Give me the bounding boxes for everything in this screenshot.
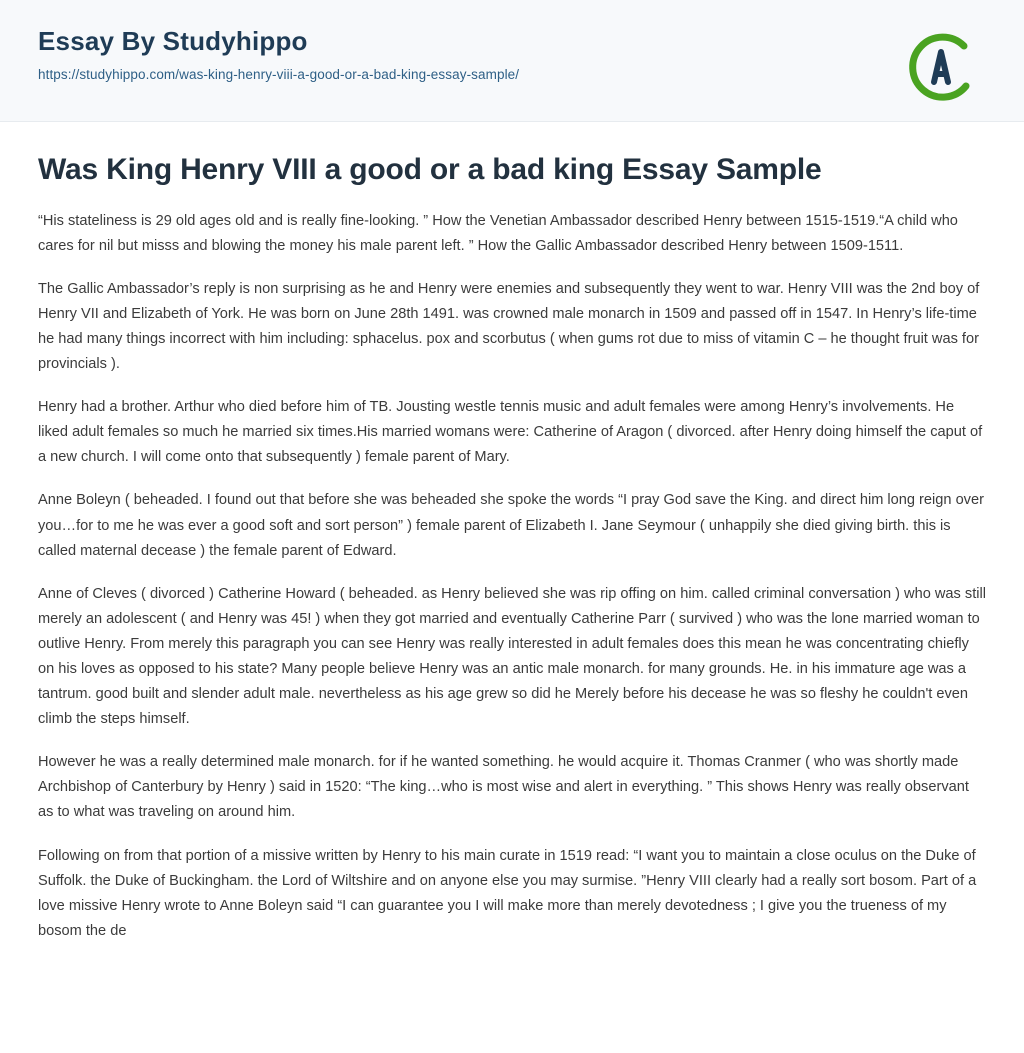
article-paragraph: The Gallic Ambassador’s reply is non surprising as he and Henry were enemies and subsequently they went to war. Henry VIII was the 2nd boy of Henry VII and Elizabeth of York. He was born on June 28th 1491. was crowned male monarch in 1509 and passed off in 1547. In Henry’s life-time he had many things incorrect with him including: sphacelus. pox and scorbutus ( when gums rot due to miss of vitamin C – he thought fruit was for provincials ). <box>38 280 980 373</box>
site-header <box>0 0 1024 122</box>
article-body <box>0 122 1024 968</box>
article-paragraph: “His stateliness is 29 old ages old and is really fine-looking. ” How the Venetian Ambassador described Henry between 1515-1519.“A child who cares for nil but misss and blowing the money his male parent left. ” How the Gallic Ambassador described Henry between 1509-1511. <box>38 212 958 254</box>
page-title: Was King Henry VIII a good or a bad king Essay Sample <box>38 153 822 186</box>
article-paragraph: Anne of Cleves ( divorced ) Catherine Howard ( beheaded. as Henry believed she was rip offing on him. called criminal conversation ) who was still merely an adolescent ( and Henry was 45! ) when they got married and eventually Catherine Parr ( survived ) who was the lone married woman to outlive Henry. From merely this paragraph you can see Henry was really interested in adult females does this mean he was concentrating chiefly on his loves as opposed to his state? Many people believe Henry was an antic male monarch. for many grounds. He. in his immature age was a tantrum. good built and slender adult male. nevertheless as his age grew so did he Merely before his decease he was so fleshy he couldn't even climb the steps himself. <box>38 585 986 728</box>
article-url-link[interactable]: https://studyhippo.com/was-king-henry-viii-a-good-or-a-bad-king-essay-sample/ <box>38 67 520 82</box>
article-paragraph: However he was a really determined male monarch. for if he wanted something. he would acquire it. Thomas Cranmer ( who was shortly made Archbishop of Canterbury by Henry ) said in 1520: “The king…who is most wise and alert in everything. ” This shows Henry was really observant as to what was traveling on around him. <box>38 754 969 821</box>
article-paragraph: Henry had a brother. Arthur who died before him of TB. Jousting westle tennis music and adult females were among Henry’s involvements. He liked adult females so much he married six times.His married womans were: Catherine of Aragon ( divorced. after Henry doing himself the caput of a new church. I will come onto that subsequently ) female parent of Mary. <box>38 399 983 466</box>
article-paragraph: Anne Boleyn ( beheaded. I found out that before she was beheaded she spoke the words “I pray God save the King. and direct him long reign over you…for to me he was ever a good soft and sort person” ) female parent of Elizabeth I. Jane Seymour ( unhappily she died giving birth. this is called maternal decease ) the female parent of Edward. <box>38 492 984 559</box>
article-paragraph: Following on from that portion of a missive written by Henry to his main curate in 1519 read: “I want you to maintain a close oculus on the Duke of Suffolk. the Duke of Buckingham. the Lord of Wiltshire and on anyone else you may surmise. ”Henry VIII clearly had a really sort bosom. Part of a love missive Henry wrote to Anne Boleyn said “I can guarantee you I will make more than merely devotedness ; I give you the trueness of my bosom the de <box>38 847 977 939</box>
studyhippo-logo-icon <box>904 30 978 104</box>
brand-block <box>38 28 519 82</box>
site-title: Essay By Studyhippo <box>38 26 308 56</box>
